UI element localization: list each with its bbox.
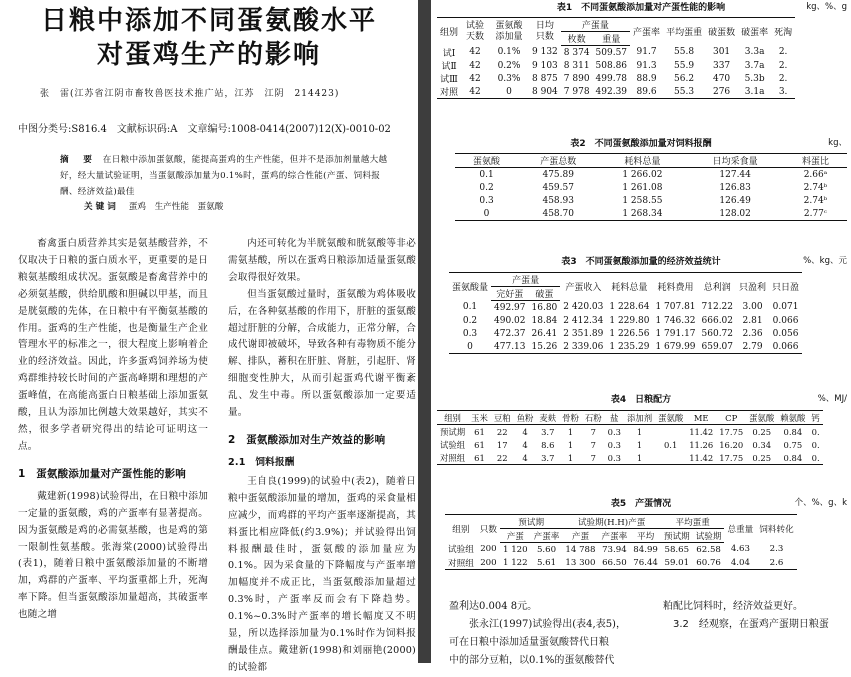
table-cell: 7	[590, 439, 596, 450]
table-cell: 0	[467, 341, 473, 352]
table-cell: 55.9	[674, 60, 695, 71]
table4-caption: 表4 日粮配方	[610, 395, 672, 405]
table-cell: 2.	[778, 47, 788, 58]
table-cell: 88.9	[636, 73, 657, 84]
table-header: 产蛋	[500, 529, 531, 543]
table-row	[437, 425, 823, 439]
table-cell: 1 261.08	[622, 182, 663, 193]
abstract	[60, 152, 388, 200]
table-cell: 8 311	[563, 60, 590, 71]
table-cell: 2 412.34	[563, 315, 604, 326]
table-header: 蛋氨酸	[746, 411, 777, 425]
table-cell: 66.50	[602, 557, 627, 568]
table-cell: 2.3	[769, 544, 784, 555]
table-cell: 0.1	[663, 439, 678, 450]
table-row	[449, 327, 802, 340]
table-header: 耗料费用	[657, 283, 694, 294]
table-cell: 试Ⅰ	[442, 48, 456, 59]
abstract-text: 在日粮中添加蛋氨酸，能提高蛋鸡的生产性能，但并不是添加剂量越大越好，经大量试验证明，当蛋氨酸添加量为0.1%时，蛋鸡的综合性能(产蛋、饲料报酬、经济效益)最佳	[60, 155, 388, 197]
table-cell: 42	[469, 73, 481, 84]
table-cell: 2 351.89	[563, 328, 604, 339]
table-row	[437, 46, 795, 60]
table-cell: 14 788	[565, 544, 596, 555]
table-cell: 301	[712, 47, 731, 58]
table-cell: 1 226.56	[609, 328, 650, 339]
table1	[437, 17, 795, 99]
table-cell	[655, 451, 686, 465]
table-cell: 127.44	[719, 169, 751, 180]
table-cell: 9 103	[532, 60, 558, 71]
table-cell: 0.3	[607, 452, 621, 463]
table-cell: 458.93	[542, 195, 574, 206]
table-cell: 1 679.99	[655, 341, 696, 352]
table-cell: 4	[522, 452, 528, 463]
table-cell: 8 904	[532, 86, 558, 97]
table-header: 饲料转化	[759, 524, 794, 535]
table-row	[455, 207, 847, 221]
table-cell: 55.3	[674, 86, 695, 97]
table-cell: 509.57	[595, 47, 628, 58]
table-cell: 对照	[440, 88, 459, 98]
table2	[455, 153, 847, 221]
table-header: 玉米	[468, 411, 491, 425]
article-title-line1: 日粮中添加不同蛋氨酸水平	[40, 6, 377, 36]
table-row	[437, 451, 823, 465]
table-cell: 0.2%	[497, 60, 521, 71]
table-cell: 42	[469, 86, 481, 97]
text-line: 张永江(1997)试验得出(表4,表5)，	[469, 619, 626, 630]
table-header: 蛋氨酸量	[452, 283, 489, 294]
table-header: 产蛋总数	[518, 154, 598, 168]
table-cell: 试Ⅱ	[441, 62, 457, 72]
table-row	[449, 301, 802, 315]
table-cell: 17	[496, 439, 508, 450]
table-cell: 17.75	[719, 426, 744, 437]
table-cell: 试验组	[440, 439, 466, 450]
table-header: CP	[716, 411, 746, 425]
table-cell: 试Ⅲ	[440, 75, 458, 85]
table-cell: 3.7a	[744, 60, 765, 71]
table-header: 破蛋率	[741, 28, 769, 39]
table-cell: 0.34	[752, 439, 772, 450]
table-header: 蛋氨酸	[655, 411, 686, 425]
table-header: 重量	[593, 32, 631, 46]
body-column-1	[18, 236, 208, 624]
table-cell: 4	[522, 439, 528, 450]
table-cell: 0.1	[462, 302, 478, 313]
table-cell: 126.49	[719, 195, 751, 206]
table4-unit: %、MJ/	[817, 394, 847, 404]
paragraph: 戴建新(1998)试验得出，在日粮中添加一定量的蛋氨酸，鸡的产蛋率有显著提高。因为蛋氨酸是鸡的必需氨基酸，也是鸡的第一限制性氨基酸。张海棠(2000)试验得出(表1)，随着日粮中蛋氨酸添加量的不断增加，鸡群的产蛋率、平均蛋重都上升，死淘率下降。但当蛋氨酸添加量超高，其破蛋率也随之增	[18, 490, 208, 621]
table-cell: 470	[712, 73, 731, 84]
table-header: 破蛋数	[708, 28, 736, 39]
table-header: 产蛋率	[531, 529, 563, 543]
table-row	[455, 194, 847, 207]
table-cell: 2.36	[742, 328, 763, 339]
table-header: 产蛋	[562, 529, 598, 543]
table4	[437, 410, 823, 465]
table-cell: 16.80	[531, 302, 558, 313]
keywords	[84, 200, 404, 212]
table-cell: 0.1%	[497, 47, 521, 58]
table-cell: 3.1a	[744, 86, 765, 97]
table-header: 添加剂	[624, 411, 655, 425]
table-cell: 11.42	[689, 452, 714, 463]
table-row	[437, 438, 823, 451]
table-cell: 试验组	[448, 545, 474, 556]
table-header: 试验期(H.H)产蛋	[562, 515, 660, 529]
table5-unit: 个、%、g、k	[794, 498, 847, 508]
text-line: 3.2 经观察，在蛋鸡产蛋期日粮蛋	[673, 619, 829, 630]
table-cell: 11.42	[689, 426, 714, 437]
table-cell: 7 890	[563, 73, 590, 84]
table-cell: 1 791.17	[655, 328, 696, 339]
table-cell: 1	[567, 452, 574, 463]
table-cell: 3.	[778, 86, 788, 97]
table-cell: 61	[474, 452, 485, 463]
text-line: 可在日粮中添加适量蛋氨酸替代日粮	[449, 637, 609, 648]
section-heading: 2 蛋氨酸添加对生产效益的影响	[228, 433, 386, 446]
table-cell: 2.66ᵃ	[803, 169, 828, 180]
table-row	[437, 59, 795, 72]
table-cell: 0.056	[772, 328, 799, 339]
table-cell: 1	[636, 426, 643, 437]
table-cell: 2 420.03	[563, 302, 604, 313]
table5-caption: 表5 产蛋情况	[610, 499, 672, 509]
table4-body	[437, 425, 823, 465]
table-cell: 61	[474, 439, 485, 450]
table-cell: 15.26	[531, 341, 558, 352]
table-cell: 499.78	[595, 73, 628, 84]
table-cell	[655, 425, 686, 439]
table-cell: 0.3	[607, 439, 621, 450]
table-header: 枚数	[561, 32, 593, 46]
table-cell: 475.89	[542, 169, 574, 180]
table-cell: 5.60	[536, 544, 557, 555]
table-header: 蛋氨酸添加量	[495, 20, 523, 42]
table-cell: 1	[567, 439, 574, 450]
table-cell: 4	[522, 426, 528, 437]
table-cell: 659.07	[701, 341, 734, 352]
table-header: 试验天数	[466, 20, 485, 42]
table3-unit: %、kg、元	[803, 256, 847, 266]
table-cell: 8 374	[563, 47, 590, 58]
table-cell: 458.70	[542, 208, 574, 219]
table-cell: 22	[496, 426, 508, 437]
table-cell: 1 746.32	[655, 315, 696, 326]
table-cell: 56.2	[674, 73, 695, 84]
table-header: 盐	[605, 411, 624, 425]
table-cell: 0.066	[772, 341, 799, 352]
right-page	[431, 0, 851, 666]
text-line: 盈利达0.004 8元。	[449, 601, 538, 612]
table1-body	[437, 46, 795, 99]
table-cell: 0	[483, 208, 490, 219]
table-cell: 0.3%	[497, 73, 521, 84]
table-cell: 2.74ᵇ	[803, 182, 828, 193]
table-cell: 对照组	[448, 558, 474, 569]
table-cell: 0.3	[462, 328, 478, 339]
body-column-2	[228, 236, 416, 677]
table-cell: 459.57	[542, 182, 574, 193]
table-cell: 0	[506, 86, 512, 97]
table-cell: 1	[567, 426, 574, 437]
table-cell: 0.25	[752, 426, 772, 437]
table-cell: 84.99	[633, 544, 658, 555]
table-header: 钙	[808, 411, 822, 425]
table-cell: 91.3	[636, 60, 657, 71]
table-header: 组别	[440, 28, 459, 39]
table-cell: 477.13	[494, 341, 526, 352]
table-cell: 1 268.34	[622, 208, 663, 219]
table-cell: 0.84	[783, 426, 803, 437]
table-cell: 492.39	[595, 86, 628, 97]
table-cell: 2 339.06	[563, 341, 604, 352]
table-cell: 59.01	[664, 557, 690, 568]
table5	[445, 514, 797, 570]
table-cell: 0.2	[462, 315, 478, 326]
table-cell: 0.3	[479, 195, 494, 206]
table-cell: 89.6	[636, 86, 657, 97]
table-row	[449, 314, 802, 327]
table-header: 只盈利	[739, 283, 767, 294]
table-cell: 0.	[811, 439, 820, 450]
table-cell: 1 266.02	[622, 169, 663, 180]
table-header: 产蛋收入	[565, 283, 602, 294]
table-cell: 492.97	[494, 302, 526, 313]
table-cell: 3.3a	[744, 47, 765, 58]
text-line: 中的部分豆粕，以0.1%的蛋氨酸替代	[449, 655, 615, 666]
table-cell: 276	[712, 86, 731, 97]
table-header: 平均	[630, 529, 661, 543]
keywords-label: 关键词	[84, 202, 119, 212]
table-cell: 42	[469, 60, 481, 71]
table-header: 完好蛋	[491, 287, 529, 301]
table-cell: 0.	[811, 452, 820, 463]
table-cell: 3.7	[541, 452, 555, 463]
table-cell: 0.25	[752, 452, 772, 463]
table-cell: 0.2	[479, 182, 494, 193]
table-cell: 1 122	[503, 557, 528, 568]
table-row	[445, 543, 797, 557]
table-header: 料蛋比	[784, 154, 847, 168]
table-cell: 73.94	[602, 544, 627, 555]
paragraph: 内还可转化为半胱氨酸和胱氨酸等非必需氨基酸，所以在蛋鸡日粮添加适量蛋氨酸会取得很好效果。	[228, 238, 416, 283]
table-header: 试验期	[693, 529, 725, 543]
table-cell: 128.02	[719, 208, 751, 219]
table-cell: 91.7	[636, 47, 657, 58]
table-cell: 76.44	[633, 557, 658, 568]
table-cell: 0.75	[783, 439, 803, 450]
table-cell: 2.	[778, 60, 788, 71]
table-cell: 200	[480, 544, 497, 555]
table-cell: 22	[496, 452, 508, 463]
table-header: 产蛋率	[633, 28, 661, 39]
table-cell: 58.65	[664, 544, 690, 555]
table-row	[437, 72, 795, 85]
paragraph: 畜禽蛋白质营养其实是氨基酸营养，不仅取决于日粮的蛋白质水平，更重要的是日粮氨基酸组成状况。蛋氨酸是畜禽营养中的必须氨基酸，供给肌酸和胆碱以甲基，而且是胱氨酸的先体，在日粮中有平衡氨基酸的作用。蛋鸡的生产性能，也是衡量生产企业管理水平的标准之一，很大程度上影响着企业的经济效益。因此，许多蛋鸡饲养场为使鸡群维持较长时间的产蛋高峰期和理想的产蛋峰值，在高能高蛋白日粮基础上添加蛋氨酸，且认为添加比例越大效果越好，其实不然，很多学者研究得出的结论可证明这一点。	[18, 238, 208, 452]
table2-unit: kg、	[828, 138, 847, 148]
table-cell: 5.61	[536, 557, 557, 568]
table-cell: 11.26	[689, 439, 714, 450]
bottom-text-right	[663, 598, 829, 634]
table-cell: 508.86	[595, 60, 628, 71]
table-cell: 3.00	[742, 302, 763, 313]
table-cell: 7 978	[563, 86, 590, 97]
table-cell: 1 120	[503, 544, 528, 555]
table-header: 只日盈	[772, 283, 800, 294]
table-row	[437, 85, 795, 99]
table1-caption: 表1 不同蛋氨酸添加量对产蛋性能的影响	[556, 3, 726, 13]
table-header: 日均采食量	[686, 154, 783, 168]
table3-body	[449, 301, 802, 354]
table-row	[445, 556, 797, 570]
table-cell: 666.02	[701, 315, 734, 326]
table-header: 破蛋	[529, 287, 561, 301]
table-cell: 2.77ᶜ	[803, 208, 828, 219]
table-cell: 1 228.64	[609, 302, 650, 313]
table-cell: 126.83	[719, 182, 751, 193]
table-header: 蛋氨酸	[455, 154, 518, 168]
table-header: 耗料总量	[611, 283, 648, 294]
table-header: 预试期	[500, 515, 562, 529]
table-cell: 2.6	[769, 557, 784, 568]
table-cell: 2.81	[742, 315, 763, 326]
table-header: 豆粕	[491, 411, 514, 425]
table-cell: 0.1	[479, 169, 494, 180]
paragraph: 王自良(1999)的试验中(表2)，随着日粮中蛋氨酸添加量的增加，蛋鸡的采食量相应减少，而鸡群的平均产蛋率逐渐提高，其料蛋比相应降低(约3.9%)；并试验得出饲料报酬最佳时，蛋氨酸的添加量应为0.1%。因为采食量的下降幅度与产蛋率增加幅度并不成正比，当蛋氨酸添加量超过0.3%时，产蛋率反而会有下降趋势。0.1%~0.3%时产蛋率的增长幅度又不明显，所以选择添加量为0.1%时作为饲料报酬最佳点。戴建新(1998)和刘丽艳(2000)的试验都	[228, 475, 416, 673]
table-header: 麦麸	[536, 411, 559, 425]
page-gutter	[418, 0, 431, 663]
abstract-label: 摘 要	[60, 155, 95, 165]
table-cell: 490.02	[494, 315, 526, 326]
table-cell: 1 707.81	[655, 302, 696, 313]
table-header: 日均只数	[535, 20, 554, 42]
table-header: 组别	[452, 524, 470, 535]
table-cell: 26.41	[531, 328, 558, 339]
table-header: 赖氨酸	[777, 411, 808, 425]
table-cell: 0.	[811, 426, 820, 437]
text-line: 粕配比饲料时，经济效益更好。	[663, 601, 803, 612]
table-cell: 13 300	[565, 557, 596, 568]
table-cell: 61	[474, 426, 485, 437]
table-cell: 42	[469, 47, 481, 58]
table-cell: 60.76	[696, 557, 721, 568]
table-header: 产蛋量	[491, 273, 560, 287]
table-cell: 472.37	[494, 328, 526, 339]
table-header: 鱼粉	[514, 411, 537, 425]
author-affiliation: 张 雷(江苏省江阴市畜牧兽医技术推广站，江苏 江阴 214423)	[40, 89, 340, 99]
classification-line: 中图分类号:S816.4 文献标识码:A 文章编号:1008-0414(2007)12(X)-0010-02	[18, 124, 391, 135]
table-cell: 0.3	[607, 426, 621, 437]
table-cell: 0.84	[783, 452, 803, 463]
table-header: 产蛋率	[598, 529, 630, 543]
table-cell: 2.79	[742, 341, 763, 352]
table-cell: 8.6	[541, 439, 555, 450]
table3	[449, 272, 802, 354]
table-row	[449, 340, 802, 354]
section-heading: 1 蛋氨酸添加量对产蛋性能的影响	[18, 467, 187, 480]
table-cell: 1	[636, 439, 643, 450]
article-title-line2: 对蛋鸡生产的影响	[96, 40, 321, 70]
table-cell: 18.84	[531, 315, 558, 326]
table-cell: 4.63	[730, 544, 750, 555]
table-header: 死淘	[774, 28, 793, 39]
table-header: 平均蛋重	[666, 28, 703, 39]
table2-caption: 表2 不同蛋氨酸添加量对饲料报酬	[570, 139, 712, 149]
table-header: 产蛋量	[561, 18, 630, 32]
table-header: ME	[686, 411, 716, 425]
table-header: 耗料总量	[598, 154, 686, 168]
table-cell: 3.7	[541, 426, 555, 437]
left-page	[0, 0, 418, 673]
table-header: 组别	[437, 411, 468, 425]
table-cell: 1 229.80	[609, 315, 650, 326]
table-header: 平均蛋重	[661, 515, 725, 529]
table-cell: 0.066	[772, 315, 799, 326]
table-cell: 712.22	[701, 302, 734, 313]
table-cell: 55.8	[674, 47, 695, 58]
table-header: 总重量	[727, 524, 754, 535]
table-cell: 8 875	[532, 73, 558, 84]
bottom-text-left	[449, 598, 626, 670]
table5-body	[445, 543, 797, 570]
table-cell: 560.72	[701, 328, 734, 339]
subsection-heading: 2.1 饲料报酬	[228, 456, 295, 468]
table-header: 骨粉	[559, 411, 582, 425]
table2-body	[455, 168, 847, 221]
table-cell: 0.071	[772, 302, 799, 313]
table-row	[455, 181, 847, 194]
table-header: 总利润	[703, 283, 731, 294]
table3-caption: 表3 不同蛋氨酸添加量的经济效益统计	[561, 257, 721, 267]
table-cell: 2.	[778, 73, 788, 84]
paragraph: 但当蛋氨酸过量时，蛋氨酸为鸡体吸收后，在各种氨基酸的作用下，肝脏的蛋氨酸超过肝脏的分解，合成能力，正常分解，合成代谢即被破坏，导致各种有毒物质不能分解、排队，蓄积在肝脏、肾脏，引起肝、肾细胞变性肿大，从而引起蛋鸡代谢平衡紊乱、发生中毒。所以蛋氨酸添加一定要适量。	[228, 288, 416, 419]
table-row	[455, 168, 847, 182]
table-cell: 7	[590, 452, 596, 463]
table-header: 只数	[479, 524, 497, 535]
table-cell: 9 132	[532, 47, 558, 58]
table-cell: 1 235.29	[609, 341, 650, 352]
table1-unit: kg、%、g	[806, 2, 847, 12]
table-cell: 1 258.55	[622, 195, 663, 206]
table-cell: 200	[480, 557, 497, 568]
table-header: 石粉	[582, 411, 605, 425]
keywords-text: 蛋鸡 生产性能 蛋氨酸	[128, 202, 224, 212]
table-cell: 337	[712, 60, 731, 71]
table-cell: 7	[590, 426, 596, 437]
table-cell: 1	[636, 452, 643, 463]
table-cell: 4.04	[730, 557, 750, 568]
table-cell: 预试期	[440, 426, 466, 437]
table-cell: 对照组	[440, 452, 466, 463]
table-cell: 62.58	[696, 544, 721, 555]
table-cell: 16.20	[719, 439, 744, 450]
table-cell: 5.3b	[744, 73, 765, 84]
table-cell: 2.74ᵇ	[803, 195, 828, 206]
table-header: 预试期	[661, 529, 693, 543]
table-cell: 17.75	[719, 452, 744, 463]
